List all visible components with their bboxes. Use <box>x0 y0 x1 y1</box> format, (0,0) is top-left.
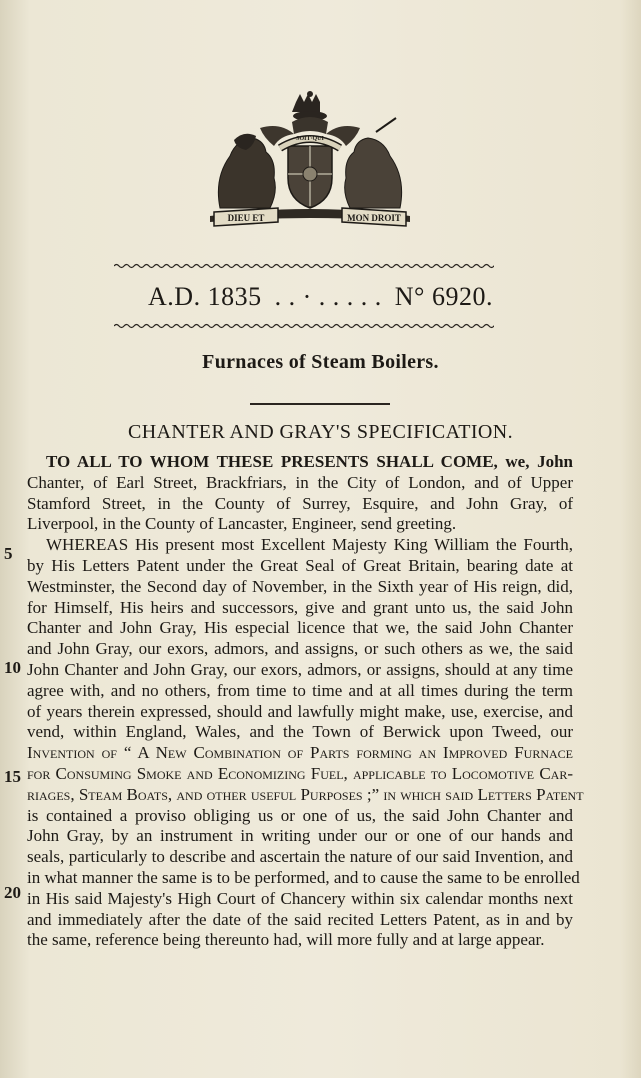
body-line: for Consuming Smoke and Economizing Fuel, applicable to Locomotive Car- <box>27 763 573 783</box>
royal-coat-of-arms <box>200 88 420 233</box>
body-line: Invention of “ A New Combination of Parts forming an Improved Furnace <box>27 743 573 763</box>
body-line: WHEREAS His present most Excellent Majesty King William the Fourth, <box>46 535 573 555</box>
patent-number-line <box>0 282 641 312</box>
body-line: and John Gray, our exors, admors, and assigns, or such others as we, the said <box>27 639 573 659</box>
body-line: is contained a proviso obliging us or one of us, the said John Chanter and <box>27 805 573 825</box>
body-line: by His Letters Patent under the Great Seal of Great Britain, bearing date at <box>27 555 573 575</box>
patent-year: A.D. 1835 <box>148 282 262 311</box>
body-line: Stamford Street, in the County of Surrey, Esquire, and John Gray, of <box>27 493 573 513</box>
specification-body <box>27 452 584 951</box>
body-line: Liverpool, in the County of Lancaster, Engineer, send greeting. <box>27 514 457 534</box>
body-line: John Chanter and John Gray, our exors, admors, or assigns, should at any time <box>27 659 573 679</box>
motto-dieu-et: DIEU ET <box>227 213 265 223</box>
body-line: Westminster, the Second day of November, in the Sixth year of His reign, did, <box>27 576 573 596</box>
body-line: of years therein expressed, should and lawfully might make, use, exercise, and <box>27 701 573 721</box>
wavy-rule-bottom <box>114 322 494 330</box>
title-rule <box>250 403 390 405</box>
body-line: the same, reference being thereunto had, will more fully and at large appear. <box>27 930 545 950</box>
patent-dots: . . · . . . . . <box>274 282 382 311</box>
body-line: Chanter and John Gray, His especial licence that we, the said John Chanter <box>27 618 573 638</box>
motto-mon-droit: MON DROIT <box>347 213 401 223</box>
body-line: TO ALL TO WHOM THESE PRESENTS SHALL COME, we, John <box>46 452 573 471</box>
specification-heading: CHANTER AND GRAY'S SPECIFICATION. <box>127 421 513 443</box>
body-line: for Himself, His heirs and successors, give and grant unto us, the said John <box>27 597 573 617</box>
body-line: vend, within England, Wales, and the Town of Berwick upon Tweed, our <box>27 722 573 742</box>
body-line: agree with, and no others, from time to time and at all times during the term <box>27 680 573 700</box>
body-line: in what manner the same is to be performed, and to cause the same to be enrolled <box>27 867 580 887</box>
body-line: in His said Majesty's High Court of Chancery within six calendar months next <box>27 888 573 908</box>
wavy-rule-top <box>114 262 494 270</box>
body-line: Chanter, of Earl Street, Brackfriars, in the City of London, and of Upper <box>27 472 573 492</box>
body-line: John Gray, by an instrument in writing under our or one of our hands and <box>27 826 573 846</box>
svg-text:SOIT·QUI: SOIT·QUI <box>296 136 324 142</box>
body-line: and immediately after the date of the said recited Letters Patent, as in and by <box>27 909 573 929</box>
document-title: Furnaces of Steam Boilers. <box>202 351 439 373</box>
line-number-15: 15 <box>4 767 21 786</box>
patent-number: N° 6920. <box>394 282 493 311</box>
line-number-10: 10 <box>4 658 21 677</box>
line-number-5: 5 <box>4 544 13 563</box>
line-number-20: 20 <box>4 883 21 902</box>
body-line: seals, particularly to describe and ascertain the nature of our said Invention, and <box>27 847 573 867</box>
body-line: riages, Steam Boats, and other useful Purposes ;” in which said Letters Patent <box>27 784 584 804</box>
